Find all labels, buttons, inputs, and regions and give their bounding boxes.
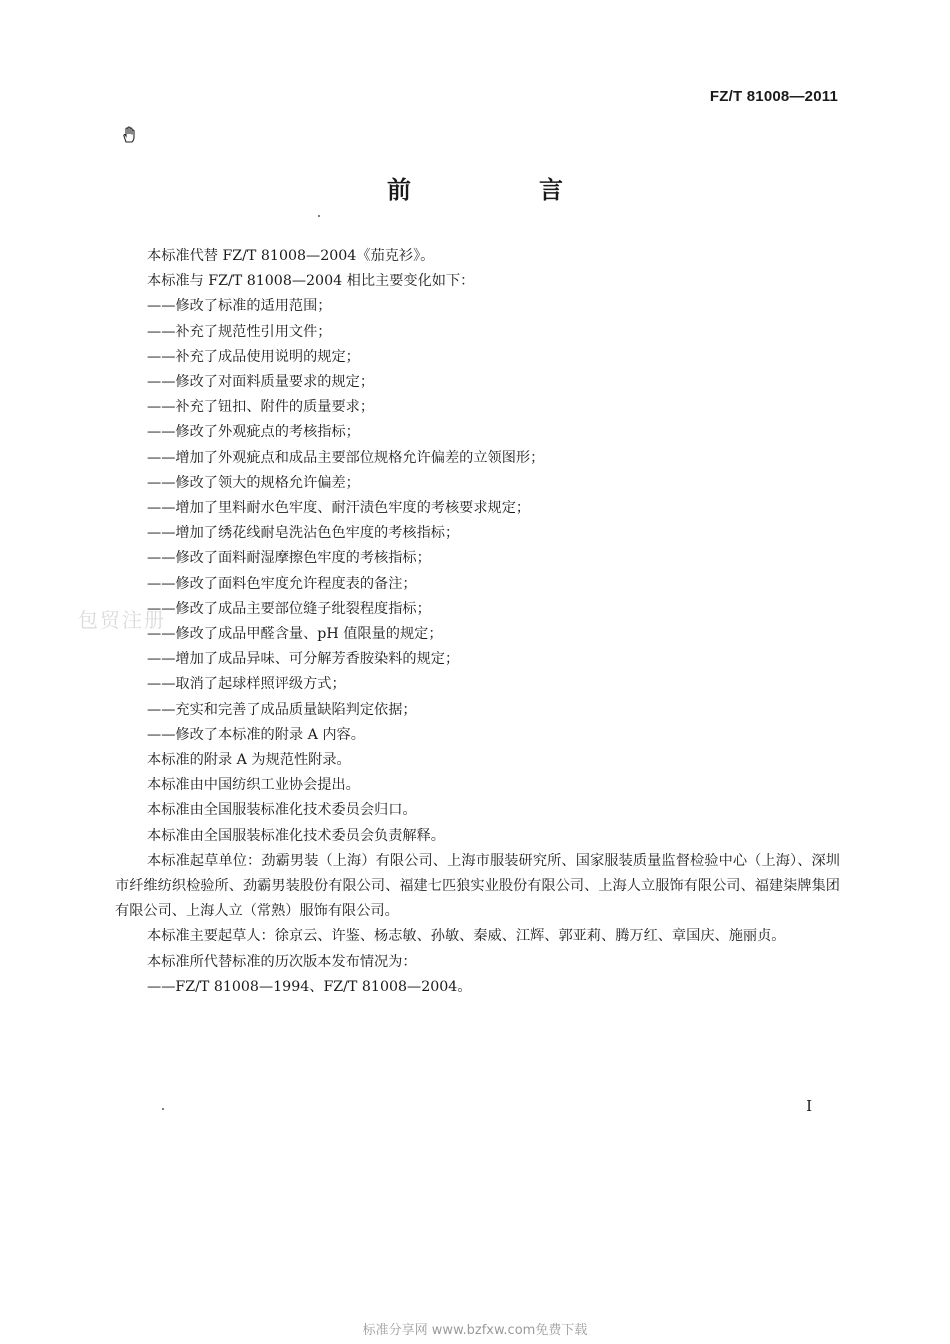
change-item: ——修改了成品主要部位缝子纰裂程度指标； (147, 600, 431, 617)
scan-speck (162, 1108, 164, 1110)
change-item: ——修改了成品甲醛含量、pH 值限量的规定； (147, 626, 443, 643)
paragraph: 本标准的附录 A 为规范性附录。 (147, 752, 351, 769)
paragraph: 本标准由全国服装标准化技术委员会归口。 (147, 802, 417, 819)
hand-pointer-icon (120, 125, 140, 145)
change-item: ——修改了本标准的附录 A 内容。 (147, 726, 365, 743)
drafting-units-paragraph: 本标准起草单位：劲霸男装（上海）有限公司、上海市服装研究所、国家服装质量监督检验中心（上海）、深圳市纤维纺织检验所、劲霸男装股份有限公司、福建七匹狼实业股份有限公司、上海人立服饰有限公司、福建柒牌集团有限公司、上海人立（常熟）服饰有限公司。 (115, 852, 840, 920)
page-number: I (806, 1097, 812, 1115)
page-title: 前 言 (387, 175, 615, 204)
change-item: ——修改了标准的适用范围； (147, 298, 332, 315)
paragraph: 本标准主要起草人：徐京云、许鉴、杨志敏、孙敏、秦威、江辉、郭亚莉、腾万红、章国庆、施丽贞。 (147, 928, 786, 945)
change-item: ——增加了外观疵点和成品主要部位规格允许偏差的立领图形； (147, 449, 545, 466)
change-item: ——修改了外观疵点的考核指标； (147, 424, 360, 441)
change-item: ——补充了成品使用说明的规定； (147, 348, 360, 365)
paragraph: 本标准代替 FZ/T 81008—2004《茄克衫》。 (147, 248, 435, 264)
change-item: ——修改了面料耐湿摩擦色牢度的考核指标； (147, 550, 431, 567)
watermark: 包贸注册 (78, 608, 166, 632)
paragraph: 本标准与 FZ/T 81008—2004 相比主要变化如下： (147, 273, 475, 290)
scan-speck (318, 215, 320, 217)
change-item: ——修改了领大的规格允许偏差； (147, 474, 360, 491)
change-item: ——增加了成品异味、可分解芳香胺染料的规定； (147, 651, 460, 668)
paragraph: 本标准由全国服装标准化技术委员会负责解释。 (147, 827, 445, 844)
change-item: ——修改了面料色牢度允许程度表的备注； (147, 575, 417, 592)
change-item: ——增加了绣花线耐皂洗沾色色牢度的考核指标； (147, 525, 460, 542)
preface-body (115, 244, 840, 1000)
change-item: ——增加了里料耐水色牢度、耐汗渍色牢度的考核要求规定； (147, 500, 531, 517)
change-item: ——补充了规范性引用文件； (147, 323, 332, 340)
document-code: FZ/T 81008—2011 (709, 88, 838, 105)
paragraph: 本标准由中国纺织工业协会提出。 (147, 777, 360, 794)
paragraph: 本标准所代替标准的历次版本发布情况为： (147, 953, 417, 970)
change-item: ——充实和完善了成品质量缺陷判定依据； (147, 701, 417, 718)
change-item: ——补充了钮扣、附件的质量要求； (147, 399, 375, 416)
footer-watermark: 标准分享网 www.bzfxw.com免费下载 (362, 1323, 588, 1338)
change-item: ——FZ/T 81008—1994、FZ/T 81008—2004。 (147, 978, 472, 995)
change-item: ——取消了起球样照评级方式； (147, 676, 346, 693)
change-item: ——修改了对面料质量要求的规定； (147, 374, 375, 391)
